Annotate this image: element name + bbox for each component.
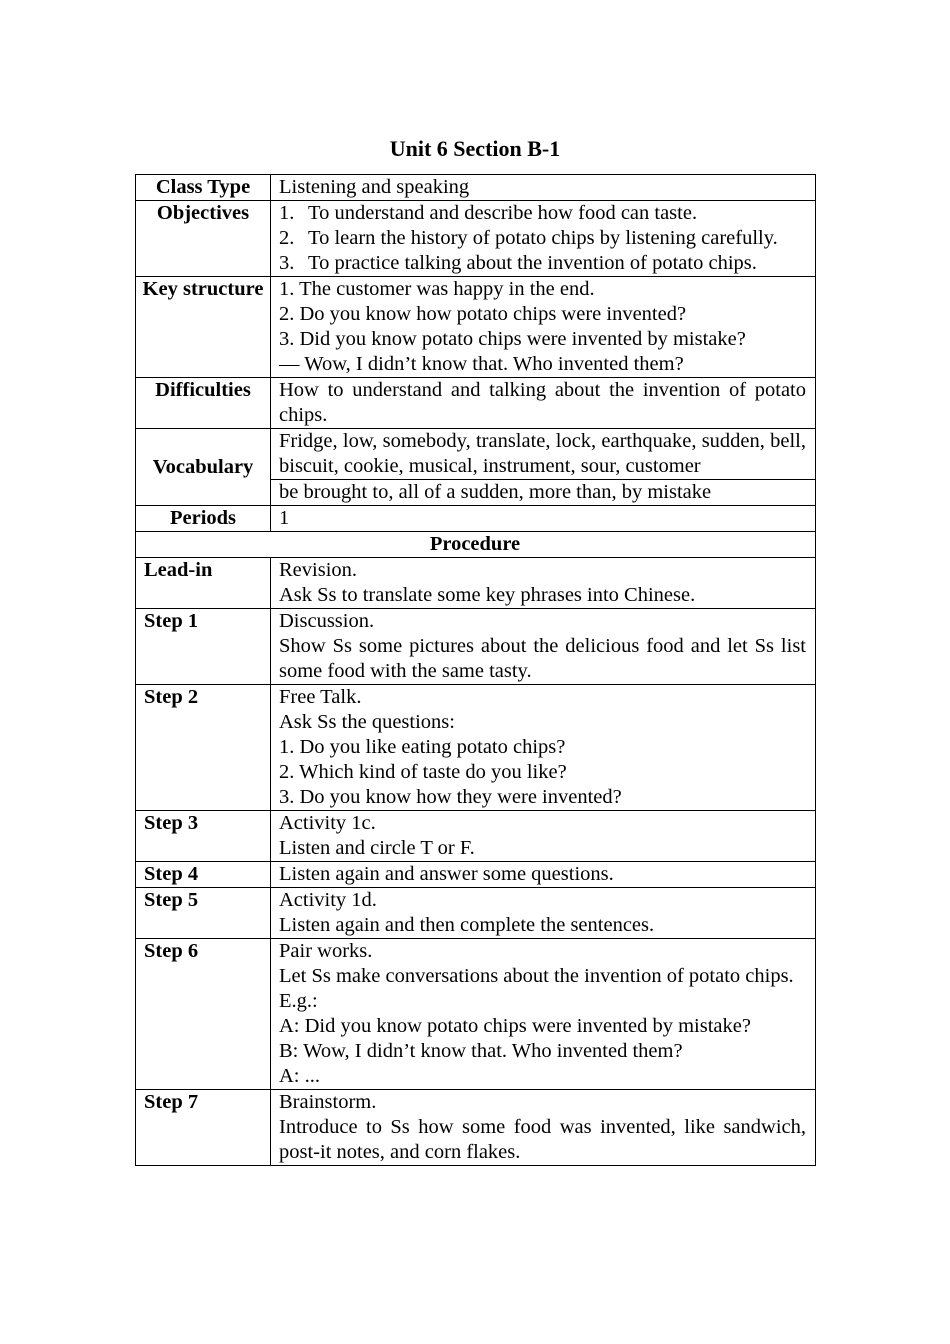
step-row — [136, 685, 816, 811]
objective-text: To understand and describe how food can taste. — [308, 202, 698, 224]
periods-value: 1 — [271, 506, 816, 532]
step-content — [271, 862, 816, 888]
step-line: Listen and circle T or F. — [279, 837, 475, 859]
objectives-list — [279, 201, 806, 276]
difficulties-label: Difficulties — [136, 378, 271, 429]
step-label: Step 3 — [136, 811, 271, 862]
step-label: Step 4 — [136, 862, 271, 888]
difficulties-row — [136, 378, 816, 429]
lesson-plan-table — [135, 174, 816, 1166]
step-content — [271, 811, 816, 862]
class-type-value: Listening and speaking — [271, 175, 816, 201]
objectives-label: Objectives — [136, 201, 271, 277]
difficulties-value: How to understand and talking about the invention of potato chips. — [271, 378, 816, 429]
key-structure-line: 3. Did you know potato chips were invented by mistake? — [279, 328, 746, 350]
step-content — [271, 939, 816, 1090]
objective-item — [279, 201, 806, 226]
step-label: Lead-in — [136, 558, 271, 609]
key-structure-cell — [271, 277, 816, 378]
vocabulary-words-row — [136, 429, 816, 480]
procedure-header: Procedure — [136, 532, 816, 558]
step-content — [271, 685, 816, 811]
step-line: B: Wow, I didn’t know that. Who invented them? — [279, 1040, 683, 1062]
step-line: Revision. — [279, 559, 358, 581]
objectives-row — [136, 201, 816, 277]
key-structure-label: Key structure — [136, 277, 271, 378]
step-line: A: ... — [279, 1065, 320, 1087]
step-row — [136, 811, 816, 862]
step-row — [136, 609, 816, 685]
objective-item — [279, 251, 806, 276]
objective-text: To learn the history of potato chips by listening carefully. — [308, 227, 778, 249]
step-line: Free Talk. — [279, 686, 362, 708]
step-line: Listen again and then complete the sentences. — [279, 914, 655, 936]
objective-number: 1. — [279, 202, 295, 224]
periods-label: Periods — [136, 506, 271, 532]
step-content — [271, 888, 816, 939]
key-structure-line: — Wow, I didn’t know that. Who invented them? — [279, 353, 684, 375]
step-line: 2. Which kind of taste do you like? — [279, 761, 567, 783]
objective-text: To practice talking about the invention of potato chips. — [308, 252, 757, 274]
step-content — [271, 1090, 816, 1166]
step-line: Ask Ss to translate some key phrases into Chinese. — [279, 584, 696, 606]
step-line: Introduce to Ss how some food was invented, like sandwich, post-it notes, and corn flakes. — [279, 1116, 806, 1163]
step-line: 1. Do you like eating potato chips? — [279, 736, 566, 758]
objective-number: 2. — [279, 227, 295, 249]
objective-item — [279, 226, 806, 251]
step-line: Discussion. — [279, 610, 375, 632]
step-line: Pair works. — [279, 940, 373, 962]
step-row — [136, 1090, 816, 1166]
step-line: A: Did you know potato chips were invented by mistake? — [279, 1015, 751, 1037]
objective-number: 3. — [279, 252, 295, 274]
key-structure-line: 2. Do you know how potato chips were invented? — [279, 303, 687, 325]
key-structure-row — [136, 277, 816, 378]
step-row — [136, 939, 816, 1090]
step-line: Listen again and answer some questions. — [279, 863, 614, 885]
step-line: Brainstorm. — [279, 1091, 377, 1113]
step-row — [136, 888, 816, 939]
procedure-header-row — [136, 532, 816, 558]
class-type-label: Class Type — [136, 175, 271, 201]
step-label: Step 6 — [136, 939, 271, 1090]
step-line: Let Ss make conversations about the invention of potato chips. — [279, 965, 794, 987]
key-structure-line: 1. The customer was happy in the end. — [279, 278, 595, 300]
step-label: Step 1 — [136, 609, 271, 685]
step-content — [271, 558, 816, 609]
vocabulary-words: Fridge, low, somebody, translate, lock, earthquake, sudden, bell, biscuit, cookie, musical, instrument, sour, customer — [271, 429, 816, 480]
step-label: Step 2 — [136, 685, 271, 811]
step-content — [271, 609, 816, 685]
step-line: E.g.: — [279, 990, 318, 1012]
step-label: Step 5 — [136, 888, 271, 939]
page-title: Unit 6 Section B-1 — [389, 136, 561, 161]
vocabulary-label: Vocabulary — [136, 429, 271, 506]
step-label: Step 7 — [136, 1090, 271, 1166]
objectives-cell — [271, 201, 816, 277]
step-line: Activity 1c. — [279, 812, 376, 834]
step-line: 3. Do you know how they were invented? — [279, 786, 622, 808]
step-line: Activity 1d. — [279, 889, 377, 911]
step-row — [136, 862, 816, 888]
periods-row — [136, 506, 816, 532]
class-type-row — [136, 175, 816, 201]
step-line: Ask Ss the questions: — [279, 711, 455, 733]
vocabulary-phrases: be brought to, all of a sudden, more than, by mistake — [271, 480, 816, 506]
step-row — [136, 558, 816, 609]
step-line: Show Ss some pictures about the delicious food and let Ss list some food with the same tasty. — [279, 635, 806, 682]
